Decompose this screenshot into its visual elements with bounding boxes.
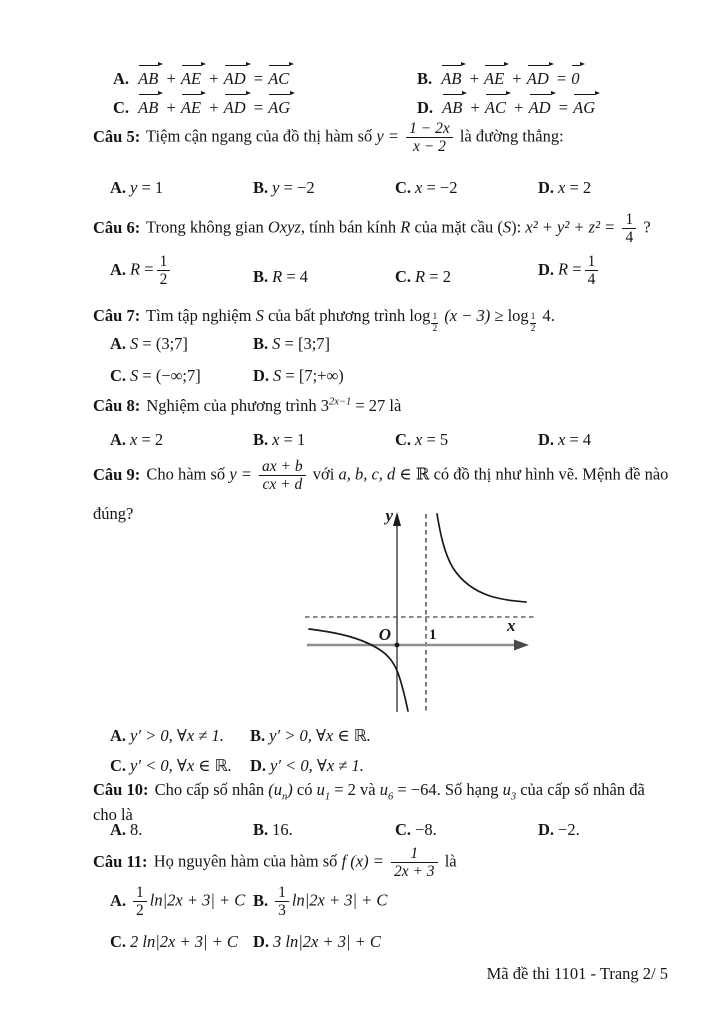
numerator: 1 − 2x — [406, 120, 453, 138]
math-text: 16. — [272, 820, 293, 839]
option-c — [395, 428, 448, 451]
math-var: x — [130, 430, 138, 449]
math-var: R — [130, 259, 141, 279]
math-var: S — [502, 217, 512, 237]
option-a — [110, 332, 188, 355]
option-d — [538, 176, 591, 199]
math-op: + — [512, 69, 522, 88]
option-a — [110, 884, 245, 920]
math-text: = 2 — [569, 178, 592, 197]
math-expr: (x − 3) ≥ — [444, 305, 504, 325]
math-var: Oxyz — [267, 217, 301, 237]
option-c — [395, 176, 458, 199]
question-text: Tiệm cận ngang của đồ thị hàm số — [146, 126, 373, 146]
option-b — [253, 265, 308, 288]
option-label: C. — [110, 366, 127, 385]
math-var: x — [558, 178, 566, 197]
option-label: A. — [110, 259, 127, 279]
math-op: + — [166, 98, 176, 117]
question-number: Câu 9: — [93, 464, 141, 484]
option-label: C. — [113, 98, 130, 117]
option-a — [113, 64, 293, 90]
math-text: = (−∞;7] — [142, 366, 201, 385]
math-text: = 27 — [355, 396, 386, 415]
option-label: B. — [253, 890, 269, 910]
fraction — [391, 845, 438, 881]
option-label: D. — [538, 820, 555, 839]
question-text: là — [444, 851, 457, 871]
option-label: A. — [110, 726, 127, 745]
curve-right-branch — [437, 514, 526, 602]
question-text: của cấp số nhân đã — [520, 780, 645, 799]
q10-stem — [93, 778, 645, 801]
math-op: + — [209, 69, 219, 88]
q11-stem — [93, 845, 457, 881]
math-text: = 2 — [429, 267, 451, 286]
option-b — [253, 332, 330, 355]
math-text: = 2 — [334, 780, 356, 799]
math-var: R — [272, 267, 283, 286]
q7-stem — [93, 302, 555, 334]
option-c — [110, 754, 232, 777]
question-number: Câu 7: — [93, 305, 141, 325]
option-label: D. — [538, 178, 555, 197]
denominator: 4 — [587, 271, 596, 289]
option-d — [417, 93, 599, 119]
math-text: 8. — [130, 820, 143, 839]
option-label: D. — [417, 98, 434, 117]
math-expr: y = — [376, 126, 399, 146]
numerator: 1 — [585, 253, 599, 271]
option-label: C. — [110, 756, 127, 775]
option-a — [110, 818, 142, 841]
vector-term: AB — [441, 93, 466, 119]
math-quantifier: ∀x ∈ ℝ. — [315, 726, 371, 745]
question-text: Số hạng — [444, 780, 499, 799]
math-op: = — [556, 69, 567, 88]
math-var: y — [272, 178, 280, 197]
page-footer: Mã đề thi 1101 - Trang 2/ 5 — [486, 964, 668, 983]
log-symbol: log — [507, 305, 529, 325]
option-label: B. — [253, 178, 269, 197]
option-d — [253, 930, 381, 953]
math-var: y — [130, 178, 138, 197]
option-a — [110, 253, 173, 289]
option-a — [110, 176, 163, 199]
q9-stem — [93, 458, 668, 494]
math-expr: y′ < 0, — [130, 756, 173, 775]
math-text: ? — [643, 217, 651, 237]
option-b — [253, 884, 387, 920]
q9-stem-continued — [93, 502, 133, 525]
fraction — [622, 211, 636, 247]
vector-term: AC — [267, 64, 293, 90]
option-label: D. — [253, 932, 270, 951]
math-expr: 2 ln|2x + 3| + C — [130, 932, 238, 951]
denominator: 2x + 3 — [393, 863, 435, 881]
option-label: C. — [110, 932, 127, 951]
math-quantifier: ∀x ≠ 1. — [176, 726, 224, 745]
math-expr: x² + y² + z² = — [525, 217, 616, 237]
denominator: 2 — [136, 902, 144, 920]
math-text: = −64. — [397, 780, 441, 799]
option-label: B. — [250, 726, 266, 745]
question-text: Cho cấp số nhân — [154, 780, 265, 799]
math-var: x — [558, 430, 566, 449]
real-numbers-symbol: ℝ — [415, 464, 430, 484]
vector-term: AE — [180, 64, 205, 90]
fraction — [133, 884, 147, 920]
log-symbol: log — [409, 305, 431, 325]
question-text: có — [296, 780, 313, 799]
vector-term: AD — [223, 93, 250, 119]
question-number: Câu 10: — [93, 780, 149, 799]
option-label: D. — [538, 430, 555, 449]
math-text: = 1 — [141, 178, 164, 197]
fraction — [157, 253, 171, 289]
math-expr: y′ > 0, — [269, 726, 312, 745]
math-op: + — [166, 69, 176, 88]
question-text: và — [360, 780, 376, 799]
numerator: 1 — [275, 884, 289, 902]
question-text: Cho hàm số — [146, 464, 226, 484]
math-var: x — [415, 178, 423, 197]
origin-label: O — [378, 625, 391, 644]
math-expr: ln|2x + 3| + C — [291, 890, 388, 910]
math-expr: y′ < 0, — [270, 756, 313, 775]
question-text: Trong không gian — [146, 217, 264, 237]
vector-term: AE — [180, 93, 205, 119]
option-b — [253, 428, 305, 451]
math-expr: f (x) = — [341, 851, 384, 871]
question-number: Câu 6: — [93, 217, 141, 237]
math-expr: y = — [229, 464, 252, 484]
math-var: R — [400, 217, 411, 237]
subscript: 1 — [324, 791, 331, 803]
numerator: 1 — [391, 845, 438, 863]
vector-term: AG — [572, 93, 599, 119]
y-axis-arrow-icon — [393, 512, 401, 526]
fraction — [275, 884, 289, 920]
numerator: ax + b — [259, 458, 306, 476]
q8-stem — [93, 394, 401, 417]
option-label: C. — [395, 430, 412, 449]
question-number: Câu 5: — [93, 126, 141, 146]
math-var: S — [255, 305, 264, 325]
fraction — [259, 458, 306, 494]
numerator: 1 — [530, 312, 536, 322]
question-text: Tìm tập nghiệm — [146, 305, 252, 325]
fraction — [585, 253, 599, 289]
question-text: là — [389, 396, 402, 415]
option-d — [250, 754, 364, 777]
math-exponent: 2x−1 — [328, 396, 352, 408]
option-c — [395, 818, 437, 841]
vector-term: AB — [137, 64, 162, 90]
element-of-symbol: ∈ — [399, 464, 412, 484]
vector-term: AD — [223, 64, 250, 90]
option-b — [253, 176, 315, 199]
vector-term: AC — [484, 93, 510, 119]
denominator: 2 — [159, 271, 168, 289]
vector-term: AB — [440, 64, 465, 90]
subscript: 6 — [387, 791, 394, 803]
math-op: + — [470, 98, 480, 117]
math-text: = — [144, 259, 154, 279]
option-a — [110, 724, 224, 747]
option-label: B. — [417, 69, 433, 88]
subscript: 3 — [510, 791, 517, 803]
math-text: = 1 — [283, 430, 306, 449]
option-label: A. — [110, 430, 127, 449]
option-a — [110, 428, 163, 451]
math-text: = 4 — [569, 430, 592, 449]
math-vars: a, b, c, d — [338, 464, 396, 484]
subscript: n — [282, 791, 288, 803]
option-c — [110, 364, 201, 387]
option-label: C. — [395, 267, 412, 286]
log-base-fraction — [431, 312, 438, 335]
math-var: S — [272, 334, 281, 353]
question-number: Câu 11: — [93, 851, 148, 871]
math-text: = −2 — [426, 178, 458, 197]
math-text: −8. — [415, 820, 437, 839]
math-op: + — [469, 69, 479, 88]
option-d — [538, 818, 580, 841]
denominator: cx + d — [262, 476, 303, 494]
x-axis-arrow-icon — [514, 640, 529, 651]
numerator: 1 — [622, 211, 636, 229]
option-label: A. — [113, 69, 130, 88]
math-expr: y′ > 0, — [130, 726, 173, 745]
x-axis-label: x — [507, 616, 516, 635]
option-label: A. — [110, 820, 127, 839]
option-label: D. — [250, 756, 267, 775]
question-text: Họ nguyên hàm của hàm số — [153, 851, 338, 871]
vector-term: AB — [137, 93, 162, 119]
math-var: R — [415, 267, 426, 286]
denominator: 3 — [278, 902, 286, 920]
math-text: = 5 — [426, 430, 449, 449]
vector-term: AD — [528, 93, 555, 119]
numerator: 1 — [432, 312, 438, 322]
question-text: là đường thẳng: — [459, 126, 564, 146]
option-d — [253, 364, 344, 387]
math-var: x — [272, 430, 280, 449]
origin-point — [395, 643, 400, 648]
question-text: của mặt cầu — [414, 217, 494, 237]
option-label: B. — [253, 334, 269, 353]
math-op: + — [209, 98, 219, 117]
question-text: đúng? — [93, 504, 134, 523]
option-b — [250, 724, 371, 747]
math-text: ): — [511, 217, 522, 237]
math-var: u — [379, 780, 388, 799]
option-label: D. — [253, 366, 270, 385]
option-c — [395, 265, 451, 288]
option-label: A. — [110, 334, 127, 353]
math-text: 4. — [542, 305, 555, 325]
math-text: = — [572, 259, 582, 279]
option-label: A. — [110, 178, 127, 197]
math-text: = 2 — [141, 430, 164, 449]
denominator: x − 2 — [413, 138, 446, 156]
math-var: u — [502, 780, 511, 799]
math-var: u — [316, 780, 325, 799]
math-quantifier: ∀x ≠ 1. — [316, 756, 364, 775]
math-base: 3 — [320, 396, 329, 415]
numerator: 1 — [133, 884, 147, 902]
option-label: C. — [395, 820, 412, 839]
option-c — [113, 93, 294, 119]
math-expr: 3 ln|2x + 3| + C — [273, 932, 381, 951]
option-label: B. — [253, 430, 269, 449]
option-label: B. — [253, 820, 269, 839]
question-text: với — [312, 464, 335, 484]
math-op: = — [253, 69, 264, 88]
function-graph-figure — [296, 506, 552, 726]
question-text: , tính bán kính — [300, 217, 397, 237]
tick-label-1: 1 — [429, 627, 437, 643]
denominator: 2 — [530, 323, 536, 334]
fraction — [406, 120, 453, 156]
option-label: A. — [110, 890, 127, 910]
question-text: cho là — [93, 805, 133, 824]
q5-stem — [93, 120, 564, 156]
option-label: D. — [538, 259, 555, 279]
math-var: S — [273, 366, 282, 385]
math-text: ( — [497, 217, 503, 237]
sequence-symbol: (u — [268, 780, 282, 799]
math-var: R — [558, 259, 569, 279]
math-var: S — [130, 366, 139, 385]
math-text: = (3;7] — [142, 334, 188, 353]
denominator: 2 — [432, 323, 438, 334]
option-label: B. — [253, 267, 269, 286]
option-d — [538, 253, 601, 289]
curve-left-branch — [309, 629, 408, 711]
y-axis-label: y — [385, 506, 393, 525]
option-d — [538, 428, 591, 451]
math-op: + — [514, 98, 524, 117]
denominator: 4 — [625, 229, 634, 247]
math-text: = [7;+∞) — [285, 366, 344, 385]
math-op: = — [558, 98, 568, 117]
math-text: = [3;7] — [284, 334, 331, 353]
math-var: x — [415, 430, 423, 449]
question-number: Câu 8: — [93, 396, 141, 415]
option-label: C. — [395, 178, 412, 197]
question-text: có đồ thị như hình vẽ. Mệnh đề nào — [433, 464, 669, 484]
math-quantifier: ∀x ∈ ℝ. — [176, 756, 232, 775]
q6-stem — [93, 211, 651, 247]
vector-term: AG — [267, 93, 294, 119]
question-text: của bất phương trình — [267, 305, 406, 325]
math-expr: ln|2x + 3| + C — [149, 890, 246, 910]
log-base-fraction — [530, 312, 537, 335]
vector-term: AD — [526, 64, 553, 90]
option-b — [253, 818, 293, 841]
math-op: = — [253, 98, 264, 117]
math-text: = −2 — [283, 178, 315, 197]
math-text: −2. — [558, 820, 580, 839]
sequence-symbol: ) — [287, 780, 293, 799]
vector-term: AE — [483, 64, 508, 90]
question-text: Nghiệm của phương trình — [146, 396, 317, 415]
option-b — [417, 64, 584, 90]
option-c — [110, 930, 238, 953]
math-var: S — [130, 334, 139, 353]
math-text: = 4 — [286, 267, 309, 286]
vector-term: 0 — [570, 64, 583, 90]
numerator: 1 — [157, 253, 171, 271]
